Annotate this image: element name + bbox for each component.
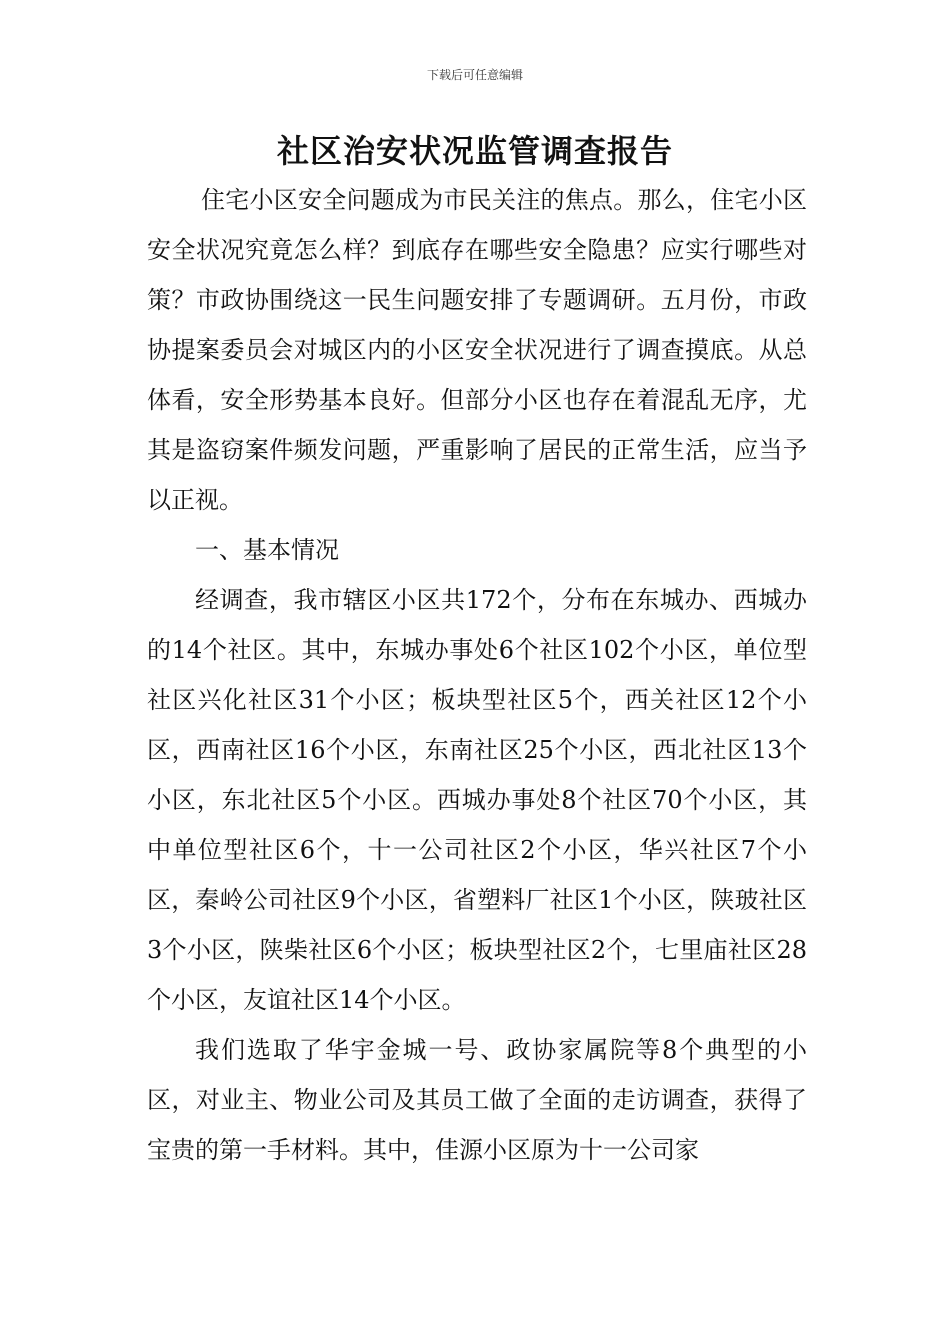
paragraph-statistics: 经调查，我市辖区小区共172个，分布在东城办、西城办的14个社区。其中，东城办事处6个社区102个小区，单位型社区兴化社区31个小区；板块型社区5个，西关社区12个小区，西南社区16个小区，东南社区25个小区，西北社区13个小区，东北社区5个小区。西城办事处8个社区70个小区，其中单位型社区6个，十一公司社区2个小区，华兴社区7个小区，秦岭公司社区9个小区，省塑料厂社区1个小区，陕玻社区3个小区，陕柴社区6个小区；板块型社区2个，七里庙社区28个小区，友谊社区14个小区。 [147,586,807,1014]
section-heading-basic-situation: 一、基本情况 [195,536,339,564]
paragraph-intro: 住宅小区安全问题成为市民关注的焦点。那么，住宅小区安全状况究竟怎么样？到底存在哪些安全隐患？应实行哪些对策？市政协围绕这一民生问题安排了专题调研。五月份，市政协提案委员会对城区内的小区安全状况进行了调查摸底。从总体看，安全形势基本良好。但部分小区也存在着混乱无序，尤其是盗窃案件频发问题，严重影响了居民的正常生活，应当予以正视。 [147,186,807,514]
document-title: 社区治安状况监管调查报告 [276,132,673,170]
document-body [147,175,807,1175]
header-note: 下载后可任意编辑 [426,68,523,82]
paragraph-survey: 我们选取了华宇金城一号、政协家属院等8个典型的小区，对业主、物业公司及其员工做了全面的走访调查，获得了宝贵的第一手材料。其中，佳源小区原为十一公司家 [147,1036,807,1164]
